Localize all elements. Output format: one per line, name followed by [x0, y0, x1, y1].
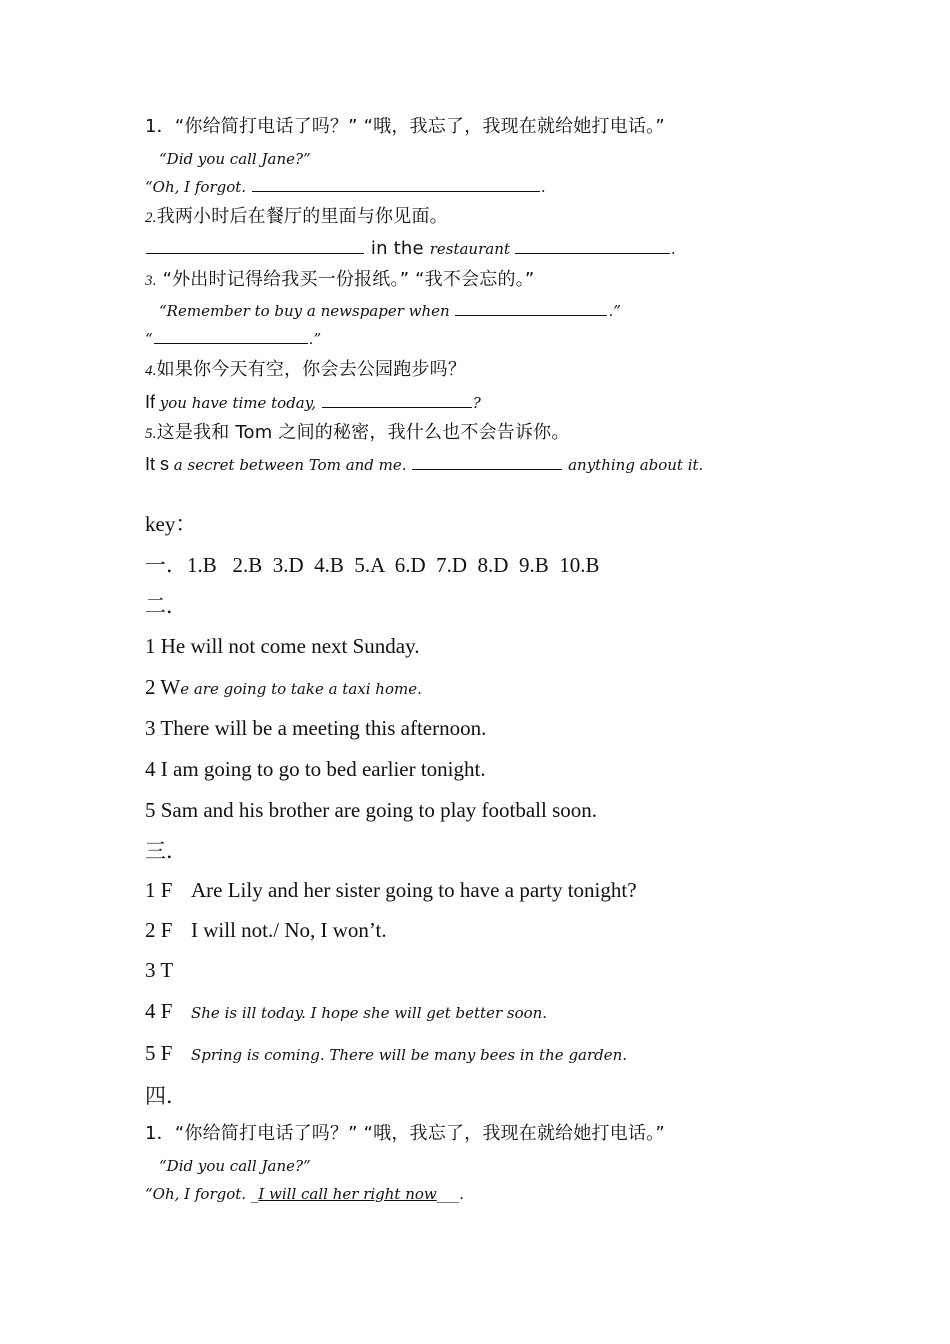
key-title: key： — [145, 512, 197, 536]
q2-chinese — [145, 208, 448, 226]
key-part3-item-1-mark: 1 F — [145, 878, 173, 902]
q1-english-suffix: . — [540, 178, 546, 196]
key-part1 — [145, 555, 599, 576]
q4-english — [145, 393, 481, 412]
q2-answer-blank-1[interactable] — [146, 252, 364, 254]
key-part3-item-1 — [145, 880, 637, 901]
q1-chinese: 1．“你给简打电话了吗？” “哦，我忘了，我现在就给她打电话。” — [145, 116, 665, 137]
key-part4-prefix: “Oh, I forgot. _ — [145, 1185, 259, 1203]
key-part2-item-2 — [145, 677, 422, 698]
q2-english — [145, 240, 676, 258]
key-part2-item-3: 3 There will be a meeting this afternoon. — [145, 716, 487, 740]
q1-english-line1: “Did you call Jane?” — [159, 150, 311, 168]
key-part4-answer: I will call her right now — [258, 1185, 437, 1203]
key-part2-item-5: 5 Sam and his brother are going to play football soon. — [145, 798, 598, 822]
q1-english-prefix: “Oh, I forgot. — [145, 178, 251, 196]
q3-number: 3. — [145, 273, 157, 289]
q5-number: 5. — [145, 426, 157, 442]
q3-english-line2 — [145, 332, 321, 347]
q2-in-the: in the — [365, 238, 430, 259]
q4-end: ? — [472, 394, 481, 412]
q3-chinese-text: “外出时记得给我买一份报纸。” “我不会忘的。” — [162, 269, 535, 290]
key-part3-item-3-mark: 3 T — [145, 958, 174, 982]
q2-answer-blank-2[interactable] — [515, 252, 670, 254]
q5-chinese — [145, 424, 570, 442]
key-part3-item-2-mark: 2 F — [145, 918, 173, 942]
q3-line2-suffix: .” — [308, 330, 322, 348]
key-part4-label: 四． — [145, 1084, 187, 1108]
q2-chinese-text: 我两小时后在餐厅的里面与你见面。 — [156, 206, 448, 227]
q3-line2-prefix: “ — [145, 330, 153, 348]
q3-chinese — [145, 271, 534, 289]
key-part2-item-2-start: 2 W — [145, 675, 181, 699]
q3-english-prefix: “Remember to buy a newspaper when — [159, 302, 455, 320]
q4-number: 4. — [145, 363, 157, 379]
q3-answer-blank-1[interactable] — [455, 314, 607, 316]
key-part3-item-4 — [145, 1001, 547, 1022]
q2-end: . — [670, 240, 676, 258]
q4-english-text: you have time today, — [155, 394, 321, 412]
key-part2-item-1: 1 He will not come next Sunday. — [145, 634, 420, 658]
q5-answer-blank[interactable] — [412, 468, 562, 470]
key-part4-english-line1: “Did you call Jane?” — [159, 1157, 311, 1175]
q5-english-text: a secret between Tom and me. — [169, 456, 412, 474]
key-part4-english-line2 — [145, 1187, 464, 1202]
key-part3-item-5-mark: 5 F — [145, 1041, 173, 1065]
key-part3-item-2 — [145, 920, 387, 941]
q4-chinese-text: 如果你今天有空，你会去公园跑步吗？ — [156, 359, 467, 380]
key-part4-chinese: 1．“你给简打电话了吗？” “哦，我忘了，我现在就给她打电话。” — [145, 1123, 665, 1144]
q1-answer-blank[interactable] — [252, 190, 540, 192]
q3-english-line1 — [145, 304, 621, 319]
q4-chinese — [145, 361, 466, 379]
q1-english-line2 — [145, 180, 546, 195]
q3-english-suffix: .” — [608, 302, 621, 320]
q5-english — [145, 455, 703, 474]
key-part3-item-5 — [145, 1043, 627, 1064]
q5-its: It s — [145, 454, 170, 474]
q5-end: anything about it. — [563, 456, 704, 474]
key-part2-label: 二． — [145, 594, 187, 618]
key-part3-item-2-text: I will not./ No, I won’t. — [191, 918, 387, 942]
key-part1-answers: 1.B 2.B 3.D 4.B 5.A 6.D 7.D 8.D 9.B 10.B — [187, 553, 600, 577]
key-part3-item-1-text: Are Lily and her sister going to have a party tonight? — [191, 878, 637, 902]
q4-if: If — [145, 392, 156, 412]
q4-answer-blank[interactable] — [322, 406, 472, 408]
key-part3-label: 三． — [145, 839, 187, 863]
q2-number: 2. — [145, 210, 157, 226]
key-part2-item-2-rest: e are going to take a taxi home. — [180, 680, 422, 698]
key-part4-suffix: ___. — [436, 1185, 465, 1203]
q5-chinese-text: 这是我和 Tom 之间的秘密，我什么也不会告诉你。 — [156, 422, 570, 443]
key-part3-item-4-mark: 4 F — [145, 999, 173, 1023]
key-part3-item-3 — [145, 960, 173, 981]
q3-answer-blank-2[interactable] — [154, 342, 308, 344]
key-part2-item-4: 4 I am going to go to bed earlier tonight. — [145, 757, 486, 781]
key-part3-item-5-text: Spring is coming. There will be many bees in the garden. — [191, 1046, 628, 1064]
key-part1-label: 一． — [145, 553, 187, 577]
q2-restaurant: restaurant — [429, 240, 510, 258]
key-part3-item-4-text: She is ill today. I hope she will get better soon. — [191, 1004, 548, 1022]
